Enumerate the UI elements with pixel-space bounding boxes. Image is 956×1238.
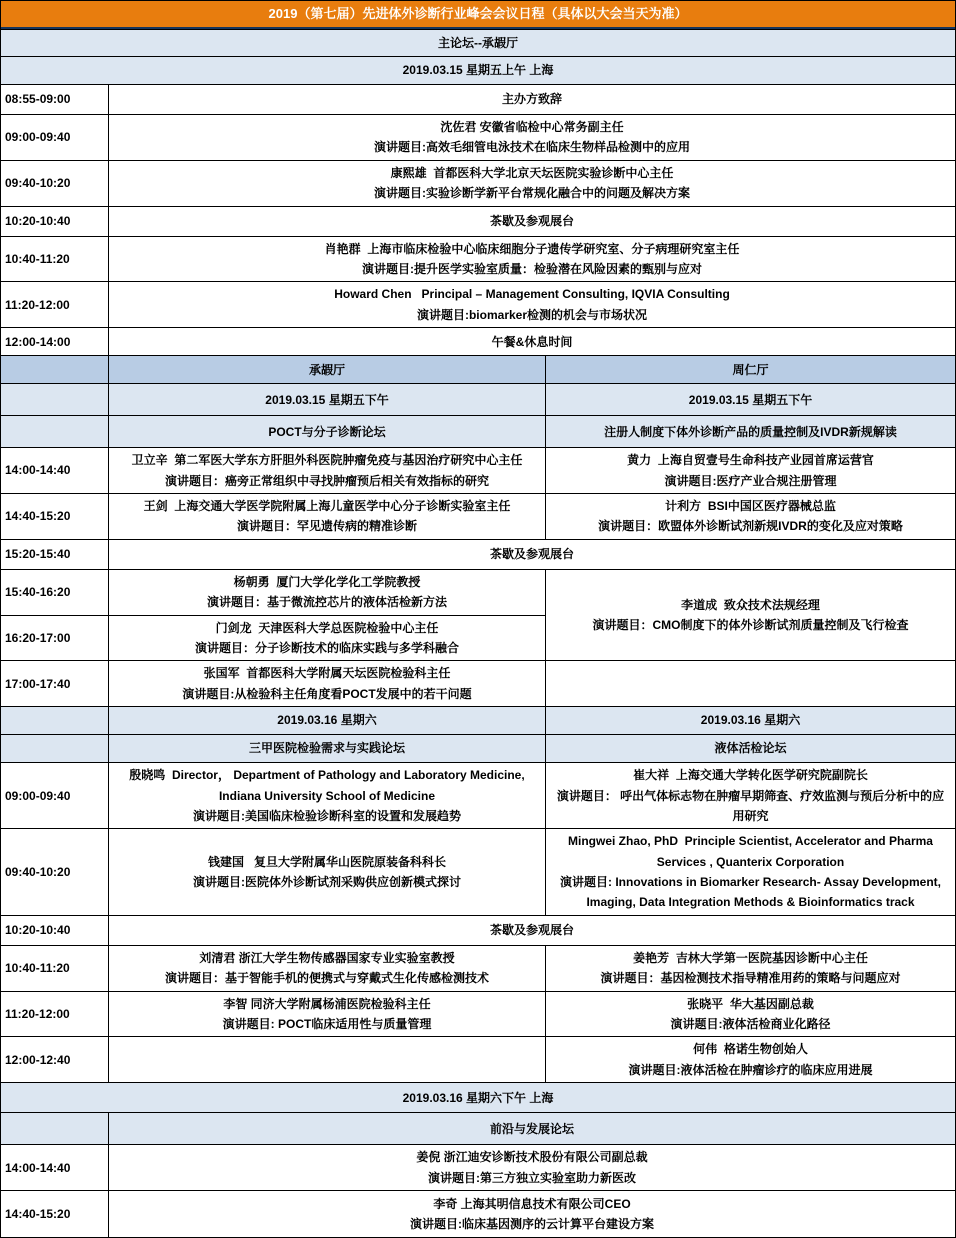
speaker-line: 王剑 上海交通大学医学院附属上海儿童医学中心分子诊断实验室主任	[143, 499, 511, 513]
time-cell: 16:20-17:00	[1, 616, 109, 661]
time-cell-empty	[1, 416, 109, 447]
date-header-right: 2019.03.15 星期五下午	[546, 384, 955, 415]
session-cell	[109, 85, 955, 114]
agenda-row	[1, 1145, 955, 1191]
speaker-line: 计利方 BSI中国区医疗器械总监	[665, 499, 836, 513]
session-cell-right	[546, 763, 955, 828]
session-cell-right	[546, 946, 955, 991]
time-cell: 10:40-11:20	[1, 946, 109, 991]
main-forum-date-row	[1, 57, 955, 85]
day2-pm-date-header: 2019.03.16 星期六下午 上海	[1, 1083, 955, 1112]
topic-line: 演讲题目:医院体外诊断试剂采购供应创新模式探讨	[193, 875, 461, 890]
topic-line: 演讲题目:提升医学实验室质量：检验潜在风险因素的甄别与应对	[362, 262, 702, 277]
time-cell-empty	[1, 384, 109, 415]
agenda-row	[1, 161, 955, 207]
time-cell: 12:00-12:40	[1, 1037, 109, 1082]
date-header-left: 2019.03.16 星期六	[109, 707, 546, 734]
agenda-row	[1, 237, 955, 283]
time-cell: 09:00-09:40	[1, 763, 109, 828]
time-cell: 15:20-15:40	[1, 540, 109, 569]
topic-line: 演讲题目：分子诊断技术的临床实践与多学科融合	[194, 640, 459, 655]
speaker-line: 李奇 上海其明信息技术有限公司CEO	[433, 1196, 631, 1211]
hall-header-row	[1, 356, 955, 384]
tea-break-row	[1, 916, 955, 946]
speaker-line: 刘清君 浙江大学生物传感器国家专业实验室教授	[199, 950, 455, 965]
tea-break-label: 茶歇及参观展台	[489, 547, 574, 562]
agenda-row	[1, 946, 955, 992]
tea-break-label: 茶歇及参观展台	[489, 213, 574, 228]
topic-line: 演讲题目：基因检测技术指导精准用药的策略与问题应对	[600, 971, 901, 986]
speaker-line: Mingwei Zhao, PhD Principle Scientist, Accelerator and Pharma Services , Quanterix Corporation	[568, 834, 937, 869]
tea-break-cell	[109, 207, 955, 236]
agenda-row	[1, 616, 545, 661]
session-cell-left	[109, 829, 546, 915]
topic-line: 演讲题目：欧盟体外诊断试剂新规IVDR的变化及应对策略	[598, 519, 903, 534]
date-header-row	[1, 707, 955, 735]
speaker-line: 姜倪 浙江迪安诊断技术股份有限公司副总裁	[416, 1150, 648, 1165]
speaker-line: 门剑龙 天津医科大学总医院检验中心主任	[215, 620, 439, 635]
main-forum-hall-row	[1, 30, 955, 57]
session-cell	[109, 237, 955, 282]
forum-header: 前沿与发展论坛	[109, 1113, 955, 1144]
agenda-row	[1, 661, 955, 707]
conference-title: 2019（第七届）先进体外诊断行业峰会会议日程（具体以大会当天为准）	[1, 1, 955, 29]
time-cell-empty	[1, 356, 109, 383]
date-header-left: 2019.03.15 星期五下午	[109, 384, 546, 415]
topic-line: 演讲题目: POCT临床适用性与质量管理	[222, 1017, 432, 1032]
topic-line: 演讲题目:biomarker检测的机会与市场状况	[416, 307, 648, 322]
forum-header-right: 注册人制度下体外诊断产品的质量控制及IVDR新规解读	[546, 416, 955, 447]
forum-header-right: 液体活检论坛	[546, 735, 955, 762]
time-cell: 12:00-14:00	[1, 328, 109, 355]
speaker-line: 卫立辛 第二军医大学东方肝胆外科医院肿瘤免疫与基因治疗研究中心主任	[131, 453, 523, 468]
speaker-line: 张晓平 华大基因副总裁	[687, 996, 814, 1011]
topic-line: 演讲题目:高效毛细管电泳技术在临床生物样品检测中的应用	[374, 140, 690, 155]
session-cell	[109, 161, 955, 206]
speaker-line: 殷晓鸣 Director， Department of Pathology and Laboratory Medicine, Indiana University School of Medicine	[129, 768, 529, 803]
time-cell: 09:00-09:40	[1, 115, 109, 160]
speaker-line: Howard Chen Principal – Management Consulting, IQVIA Consulting	[334, 287, 730, 302]
topic-line: 演讲题目:实验诊断学新平台常规化融合中的问题及解决方案	[374, 186, 690, 201]
session-cell	[109, 115, 955, 160]
speaker-line: 姜艳芳 吉林大学第一医院基因诊断中心主任	[633, 950, 868, 965]
time-cell: 09:40-10:20	[1, 161, 109, 206]
agenda-row	[1, 1037, 955, 1083]
lunch-label: 午餐&休息时间	[491, 334, 573, 349]
time-cell: 14:40-15:20	[1, 1191, 109, 1237]
time-cell: 10:40-11:20	[1, 237, 109, 282]
session-cell	[109, 1191, 955, 1237]
time-cell-empty	[1, 1113, 109, 1144]
session-cell-left	[109, 946, 546, 991]
time-cell: 15:40-16:20	[1, 570, 109, 615]
speaker-line: 崔大祥 上海交通大学转化医学研究院副院长	[633, 768, 868, 783]
time-cell: 11:20-12:00	[1, 282, 109, 327]
hall-header-left: 承嘏厅	[109, 356, 546, 383]
time-cell: 08:55-09:00	[1, 85, 109, 114]
agenda-row	[1, 1191, 955, 1237]
topic-line: 演讲题目：基于智能手机的便携式与穿戴式生化传感检测技术	[164, 971, 489, 986]
topic-line: 演讲题目:第三方独立实验室助力新医改	[428, 1170, 636, 1185]
session-cell-left	[109, 992, 546, 1037]
session-cell	[109, 570, 545, 615]
speaker-line: 钱建国 复旦大学附属华山医院原装备科科长	[207, 854, 446, 869]
session-cell	[109, 616, 545, 661]
topic-line: 演讲题目:临床基因测序的云计算平台建设方案	[410, 1217, 654, 1232]
forum-header-row	[1, 416, 955, 448]
time-cell: 14:00-14:40	[1, 448, 109, 493]
agenda-row	[1, 829, 955, 916]
forum-header-row	[1, 735, 955, 763]
agenda-row	[1, 494, 955, 540]
date-header-row	[1, 384, 955, 416]
time-cell: 17:00-17:40	[1, 661, 109, 706]
topic-line: 演讲题目:美国临床检验诊断科室的设置和发展趋势	[193, 808, 461, 823]
speaker-line: 杨朝勇 厦门大学化学化工学院教授	[233, 574, 421, 589]
session-cell-right	[546, 829, 955, 915]
left-session-stack	[1, 570, 546, 661]
session-cell-left	[109, 661, 546, 706]
date-header-right: 2019.03.16 星期六	[546, 707, 955, 734]
time-cell: 14:00-14:40	[1, 1145, 109, 1190]
speaker-line: 李道成 致众技术法规经理	[681, 597, 820, 612]
time-cell: 09:40-10:20	[1, 829, 109, 915]
session-cell	[109, 282, 955, 327]
speaker-line: 康熙雄 首都医科大学北京天坛医院实验诊断中心主任	[390, 165, 674, 180]
title-row	[1, 1, 955, 30]
topic-line: 演讲题目： 呼出气体标志物在肿瘤早期筛查、疗效监测与预后分析中的应用研究	[556, 788, 945, 823]
topic-line: 演讲题目：癌旁正常组织中寻找肿瘤预后相关有效指标的研究	[164, 473, 489, 488]
topic-line: 演讲题目:液体活检商业化路径	[670, 1017, 831, 1032]
forum-header-left: 三甲医院检验需求与实践论坛	[109, 735, 546, 762]
time-cell: 10:20-10:40	[1, 207, 109, 236]
session-cell-right	[546, 448, 955, 493]
session-cell-left	[109, 448, 546, 493]
time-cell: 14:40-15:20	[1, 494, 109, 539]
tea-break-row	[1, 540, 955, 570]
speaker-line: 张国军 首都医科大学附属天坛医院检验科主任	[203, 666, 451, 681]
speaker-line: 肖艳群 上海市临床检验中心临床细胞分子遗传学研究室、分子病理研究室主任	[324, 241, 740, 256]
merged-session-cell	[546, 570, 955, 661]
speaker-line: 沈佐君 安徽省临检中心常务副主任	[440, 120, 624, 135]
topic-line: 演讲题目:医疗产业合规注册管理	[664, 473, 837, 488]
topic-line: 演讲题目：罕见遗传病的精准诊断	[236, 519, 417, 534]
main-forum-date-header: 2019.03.15 星期五上午 上海	[1, 57, 955, 84]
empty-session-cell	[546, 661, 955, 706]
time-cell-empty	[1, 735, 109, 762]
tea-break-cell	[109, 540, 955, 569]
lunch-cell	[109, 328, 955, 355]
session-cell-right	[546, 1037, 955, 1082]
agenda-row	[1, 763, 955, 829]
session-title: 主办方致辞	[501, 92, 562, 107]
tea-break-label: 茶歇及参观展台	[489, 923, 574, 938]
agenda-row	[1, 282, 955, 328]
lunch-row	[1, 328, 955, 356]
main-forum-hall-header: 主论坛--承嘏厅	[1, 30, 955, 56]
agenda-row	[1, 570, 545, 616]
agenda-row	[1, 992, 955, 1038]
session-cell-left	[109, 763, 546, 828]
session-cell-left	[109, 494, 546, 539]
session-cell-right	[546, 494, 955, 539]
forum-header-row	[1, 1113, 955, 1145]
topic-line: 演讲题目:从检验科主任角度看POCT发展中的若干问题	[182, 686, 472, 701]
tea-break-cell	[109, 916, 955, 945]
forum-header-left: POCT与分子诊断论坛	[109, 416, 546, 447]
agenda-row	[1, 448, 955, 494]
hall-header-right: 周仁厅	[546, 356, 955, 383]
speaker-line: 黄力 上海自贸壹号生命科技产业园首席运营官	[627, 453, 874, 468]
agenda-row	[1, 115, 955, 161]
topic-line: 演讲题目: Innovations in Biomarker Research- Assay Development, Imaging, Data Integration Methods & Bioinformatics track	[560, 875, 945, 910]
topic-line: 演讲题目：CMO制度下的体外诊断试剂质量控制及飞行检查	[592, 618, 909, 633]
speaker-line: 李智 同济大学附属杨浦医院检验科主任	[223, 996, 431, 1011]
topic-line: 演讲题目：基于微流控芯片的液体活检新方法	[206, 595, 447, 610]
time-cell: 11:20-12:00	[1, 992, 109, 1037]
empty-session-cell	[109, 1037, 546, 1082]
time-cell-empty	[1, 707, 109, 734]
time-cell: 10:20-10:40	[1, 916, 109, 945]
speaker-line: 何伟 格诺生物创始人	[693, 1042, 808, 1057]
session-cell-right	[546, 992, 955, 1037]
merged-session-row	[1, 570, 955, 662]
topic-line: 演讲题目:液体活检在肿瘤诊疗的临床应用进展	[628, 1062, 873, 1077]
date-header-row	[1, 1083, 955, 1113]
tea-break-row	[1, 207, 955, 237]
session-cell	[109, 1145, 955, 1190]
agenda-row	[1, 85, 955, 115]
